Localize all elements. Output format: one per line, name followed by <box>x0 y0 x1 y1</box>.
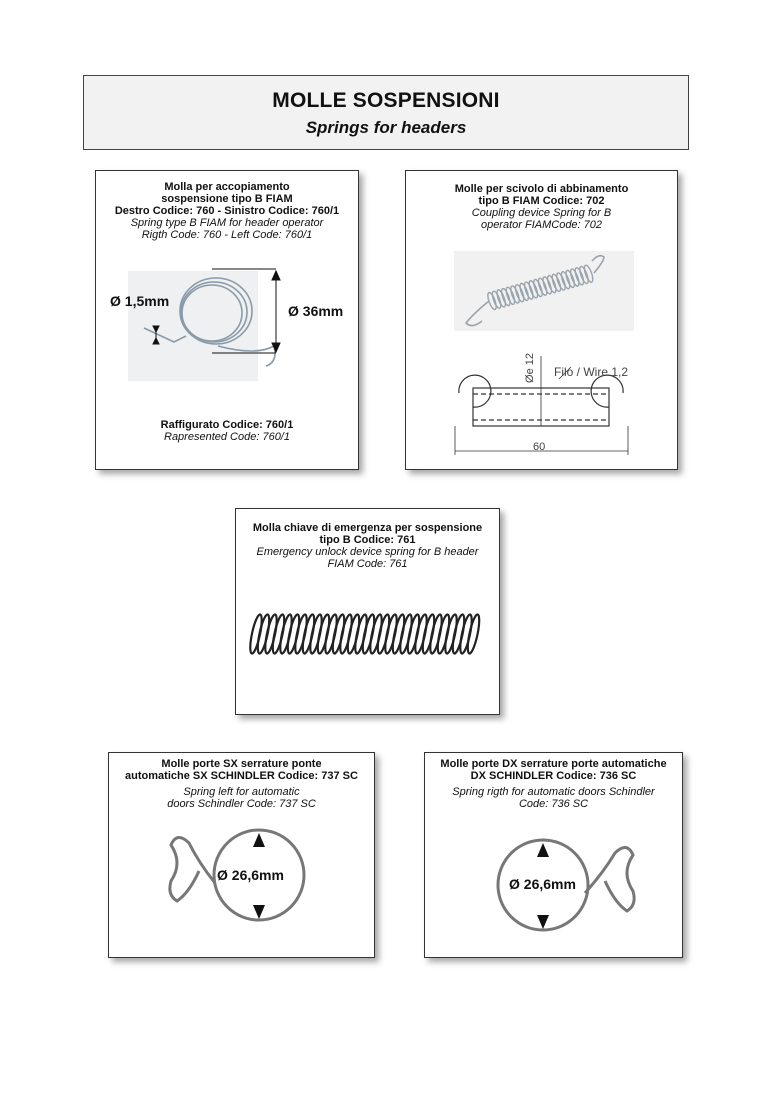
diameter-label: Ø 26,6mm <box>217 867 284 883</box>
wire-label: Filo / Wire 1,2 <box>554 365 629 379</box>
diameter-label: Ø 26,6mm <box>509 876 576 892</box>
wire-diameter-label: Ø 1,5mm <box>110 293 170 309</box>
card-subtitle: Spring rigth for automatic doors Schindler Code: 736 SC <box>452 786 655 810</box>
card-title: Molle porte DX serrature porte automatiche DX SCHINDLER Codice: 736 SC <box>440 758 667 782</box>
card-title: Molle porte SX serrature ponte automatiche SX SCHINDLER Codice: 737 SC <box>125 758 358 782</box>
diameter-label: Øe 12 <box>524 353 536 383</box>
card-subtitle: Spring left for automatic doors Schindler Code: 737 SC <box>167 786 316 810</box>
product-card-736sc <box>424 752 683 958</box>
depicted-code: Raffigurato Codice: 760/1 Rapresented Code: 760/1 <box>160 419 294 443</box>
product-card-761 <box>235 508 500 715</box>
length-label: 60 <box>533 441 546 453</box>
page-title: MOLLE SOSPENSIONI <box>272 89 500 112</box>
spring-760-image <box>126 266 351 386</box>
product-card-737sc <box>108 752 375 958</box>
catalog-header <box>83 75 689 150</box>
spring-761-image <box>248 609 488 659</box>
card-title: Molle per scivolo di abbinamento tipo B FIAM Codice: 702 Coupling device Spring for B operator FIAMCode: 702 <box>454 183 629 231</box>
product-card-760 <box>95 170 359 470</box>
card-title: Molla chiave di emergenza per sospensione tipo B Codice: 761 Emergency unlock device spring for B header FIAM Code: 761 <box>252 522 483 570</box>
product-codes: Destro Codice: 760 - Sinistro Codice: 760/1 <box>114 205 340 217</box>
page-subtitle: Springs for headers <box>305 118 467 137</box>
spring-diameter-label: Ø 36mm <box>288 303 344 319</box>
product-card-702 <box>405 170 678 470</box>
card-title: Molla per accopiamento sospensione tipo B FIAM Destro Codice: 760 - Sinistro Codice: 760/1 Spring type B FIAM for header operator Rigth Code: 760 - Left Code: 760/1 <box>96 181 358 241</box>
spring-702-image <box>454 251 634 331</box>
